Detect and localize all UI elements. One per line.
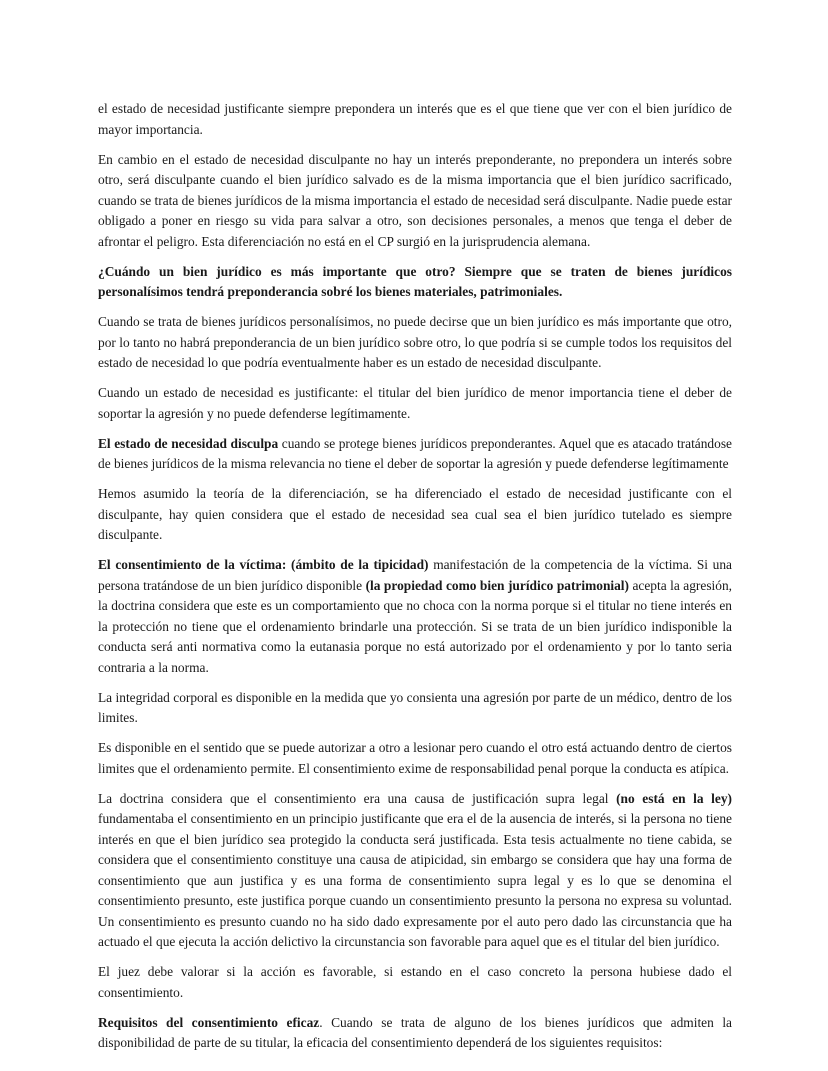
section-question-heading [98,262,732,303]
paragraph [98,312,732,374]
paragraph-text: Hemos asumido la teoría de la diferenciación, se ha diferenciado el estado de necesidad justificante con el disculpante, hay quien considera que el estado de necesidad sea cual sea el bien jurídico tutelado es siempre disculpante. [98,486,732,542]
paragraph [98,99,732,140]
paragraph-text: Cuando un estado de necesidad es justificante: el titular del bien jurídico de menor importancia tiene el deber de soportar la agresión y no puede defenderse legítimamente. [98,385,732,421]
paragraph-text: La integridad corporal es disponible en la medida que yo consienta una agresión por parte de un médico, dentro de los limites. [98,689,732,725]
bold-text: (la propiedad como bien jurídico patrimonial) [365,577,629,593]
paragraph [98,738,732,779]
paragraph-text: El juez debe valorar si la acción es favorable, si estando en el caso concreto la persona hubiese dado el consentimiento. [98,964,732,1000]
bold-text: Requisitos del consentimiento eficaz [98,1014,320,1030]
paragraph [98,150,732,253]
paragraph-text: Es disponible en el sentido que se puede autorizar a otro a lesionar pero cuando el otro está actuando dentro de ciertos limites que el ordenamiento permite. El consentimiento exime de responsabilidad penal porque la conducta es atípica. [98,740,732,776]
paragraph [98,688,732,729]
paragraph-text: el estado de necesidad justificante siempre prepondera un interés que es el que tiene que ver con el bien jurídico de mayor importancia. [98,101,732,137]
paragraph-text: fundamentaba el consentimiento en un principio justificante que era el de la ausencia de interés, si la persona no tiene interés en que el bien jurídico sea protegido la conducta será justificada. Esta tesis actualmente no tiene cabida, se considera que el consentimiento constituye una causa de atipicidad, sin embargo se considera que hay una forma de consentimiento que aun justifica y es una forma de consentimiento supra legal y es lo que se denomina el consentimiento presunto, este justifica porque cuando un consentimiento presunto la persona no expresa su voluntad. Un consentimiento es presunto cuando no ha sido dado expresamente por el auto pero dado las circunstancia que ha actuado el que ejecuta la acción delictivo la circunstancia son favorable para aquel que es el titular del bien jurídico. [98,811,732,949]
bold-text: ¿Cuándo un bien jurídico es más importante que otro? Siempre que se traten de bienes jurídicos personalísimos tendrá preponderancia sobré los bienes materiales, patrimoniales. [98,263,732,299]
paragraph [98,962,732,1003]
paragraph [98,434,732,475]
bold-text: El estado de necesidad disculpa [98,435,279,451]
paragraph [98,484,732,546]
paragraph-text: . Cuando se trata de alguno de los bienes jurídicos que admiten la disponibilidad de parte de su titular, la eficacia del consentimiento dependerá de los siguientes requisitos: [98,1014,732,1050]
paragraph [98,555,732,678]
paragraph-text: manifestación de la competencia de la víctima. Si una persona tratándose de un bien jurídico disponible [98,557,732,593]
bold-text: (no está en la ley) [616,790,732,806]
paragraph [98,789,732,953]
paragraph-text: La doctrina considera que el consentimiento era una causa de justificación supra legal [98,790,617,806]
paragraph-text: Cuando se trata de bienes jurídicos personalísimos, no puede decirse que un bien jurídico es más importante que otro, por lo tanto no habrá preponderancia de un bien jurídico sobre otro, lo que podría si se cumple todos los requisitos del estado de necesidad lo que podría eventualmente haber es un estado de necesidad disculpante. [98,314,732,370]
paragraph-text: acepta la agresión, la doctrina considera que este es un comportamiento que no choca con la norma porque si el titular no tiene interés en la protección no tiene que el ordenamiento brindarle una protección. Si se trata de un bien jurídico indisponible la conducta será anti normativa como la eutanasia porque no está autorizado por el ordenamiento y por lo tanto seria contraria a la norma. [98,577,732,675]
bold-text: El consentimiento de la víctima: (ámbito de la tipicidad) [98,557,429,572]
paragraph-text: En cambio en el estado de necesidad disculpante no hay un interés preponderante, no prepondera un interés sobre otro, será disculpante cuando el bien jurídico salvado es de la misma importancia que el bien jurídico sacrificado, cuando se trata de bienes jurídicos de la misma importancia el estado de necesidad será disculpante. Nadie puede estar obligado a poner en riesgo su vida para salvar a otro, son decisiones personales, a menos que tenga el deber de afrontar el peligro. Esta diferenciación no está en el CP surgió en la jurisprudencia alemana. [98,151,732,249]
paragraph [98,1013,732,1054]
paragraph-text: cuando se protege bienes jurídicos preponderantes. Aquel que es atacado tratándose de bienes jurídicos de la misma relevancia no tiene el deber de soportar la agresión y puede defenderse legítimamente [98,435,732,471]
paragraph [98,383,732,424]
